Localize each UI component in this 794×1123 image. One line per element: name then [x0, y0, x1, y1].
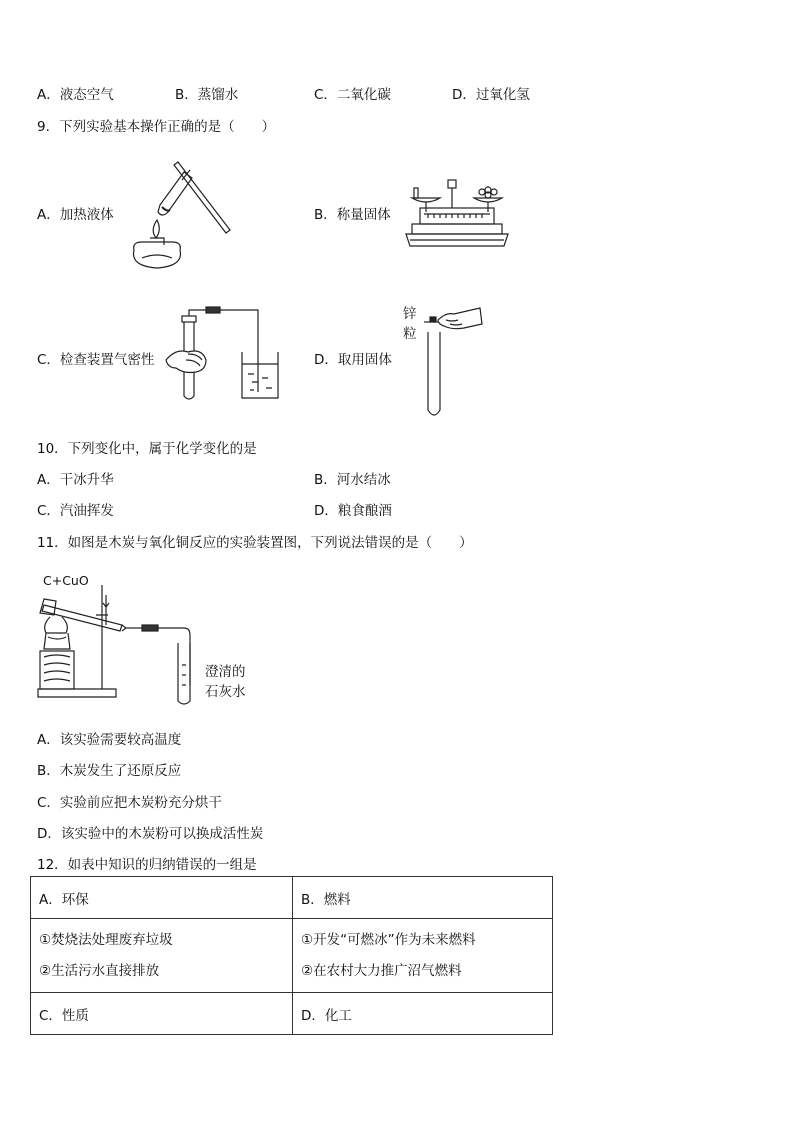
cell-a-header: A．环保: [31, 877, 293, 919]
q8-option-a: A．液态空气: [37, 87, 114, 103]
q9-stem: 9．下列实验基本操作正确的是（ ）: [37, 119, 276, 135]
q10-stem: 10．下列变化中，属于化学变化的是: [37, 441, 257, 457]
q8-option-d: D．过氧化氢: [452, 87, 530, 103]
q10-option-a: A．干冰升华: [37, 472, 114, 488]
cell-b-item-1: ①开发“可燃冰”作为未来燃料: [301, 931, 476, 948]
q10-option-c: C．汽油挥发: [37, 503, 114, 519]
cell-a-items: [31, 919, 293, 993]
q11-option-a: A．该实验需要较高温度: [37, 732, 182, 748]
q8-option-c: C．二氧化碳: [314, 87, 391, 103]
q12-stem: 12．如表中知识的归纳错误的一组是: [37, 857, 257, 873]
cell-a-item-2: ②生活污水直接排放: [39, 962, 160, 979]
cell-d-header: D．化工: [293, 993, 553, 1035]
airtightness-check-figure: [162, 308, 287, 402]
cell-c-header: C．性质: [31, 993, 293, 1035]
limewater-label-line-1: 澄清的: [205, 664, 246, 680]
q9-option-c: C．检查装置气密性: [37, 352, 155, 368]
q8-option-b: B．蒸馏水: [175, 87, 239, 103]
q11-stem: 11．如图是木炭与氧化铜反应的实验装置图，下列说法错误的是（ ）: [37, 535, 473, 551]
heating-liquid-figure: [112, 150, 237, 272]
q9-option-b: B．称量固体: [314, 207, 391, 223]
zinc-label-line-1: 锌: [403, 306, 417, 322]
q9-option-a: A．加热液体: [37, 207, 114, 223]
zinc-label-line-2: 粒: [403, 326, 417, 342]
q11-option-c: C．实验前应把木炭粉充分烘干: [37, 795, 222, 811]
carbon-reduction-apparatus: [36, 585, 206, 709]
q10-option-d: D．粮食酿酒: [314, 503, 392, 519]
knowledge-table: [30, 876, 553, 1035]
take-solid-figure: [420, 302, 486, 420]
q11-option-b: B．木炭发生了还原反应: [37, 763, 182, 779]
reactant-label: C+CuO: [43, 573, 89, 588]
balance-figure: [404, 178, 510, 250]
q9-option-d: D．取用固体: [314, 352, 392, 368]
q11-option-d: D．该实验中的木炭粉可以换成活性炭: [37, 826, 264, 842]
cell-a-item-1: ①焚烧法处理废弃垃圾: [39, 931, 173, 948]
limewater-label-line-2: 石灰水: [205, 684, 246, 700]
cell-b-header: B．燃料: [293, 877, 553, 919]
cell-b-item-2: ②在农村大力推广沼气燃料: [301, 962, 462, 979]
q10-option-b: B．河水结冰: [314, 472, 391, 488]
cell-b-items: [293, 919, 553, 993]
